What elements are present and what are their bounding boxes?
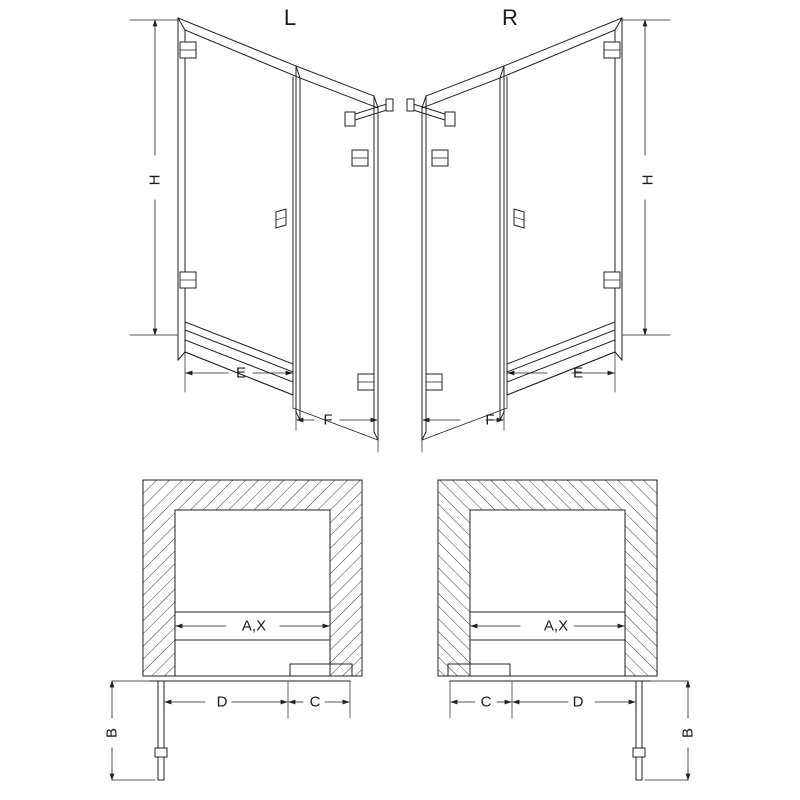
dimension-b-right: B [679, 727, 697, 739]
dimension-e-right: E [572, 364, 584, 382]
dimension-f-right: F [485, 411, 495, 429]
dimension-d-right: D [572, 693, 584, 711]
dimension-c-right: C [480, 693, 492, 711]
dimension-c-left: C [309, 693, 321, 711]
variant-label-left: L [283, 5, 297, 30]
dimension-h-right: H [639, 174, 657, 186]
dimension-h-left: H [146, 174, 164, 186]
dimension-e-left: E [235, 364, 247, 382]
dimension-ax-left: A,X [241, 617, 267, 635]
elevation-left-view [130, 18, 393, 452]
elevation-right-view [407, 18, 670, 452]
plan-left-view [112, 480, 362, 780]
variant-label-right: R [502, 5, 518, 30]
dimension-d-left: D [216, 693, 228, 711]
dimension-f-left: F [323, 411, 333, 429]
dimension-ax-right: A,X [543, 617, 569, 635]
dimension-b-left: B [103, 727, 121, 739]
